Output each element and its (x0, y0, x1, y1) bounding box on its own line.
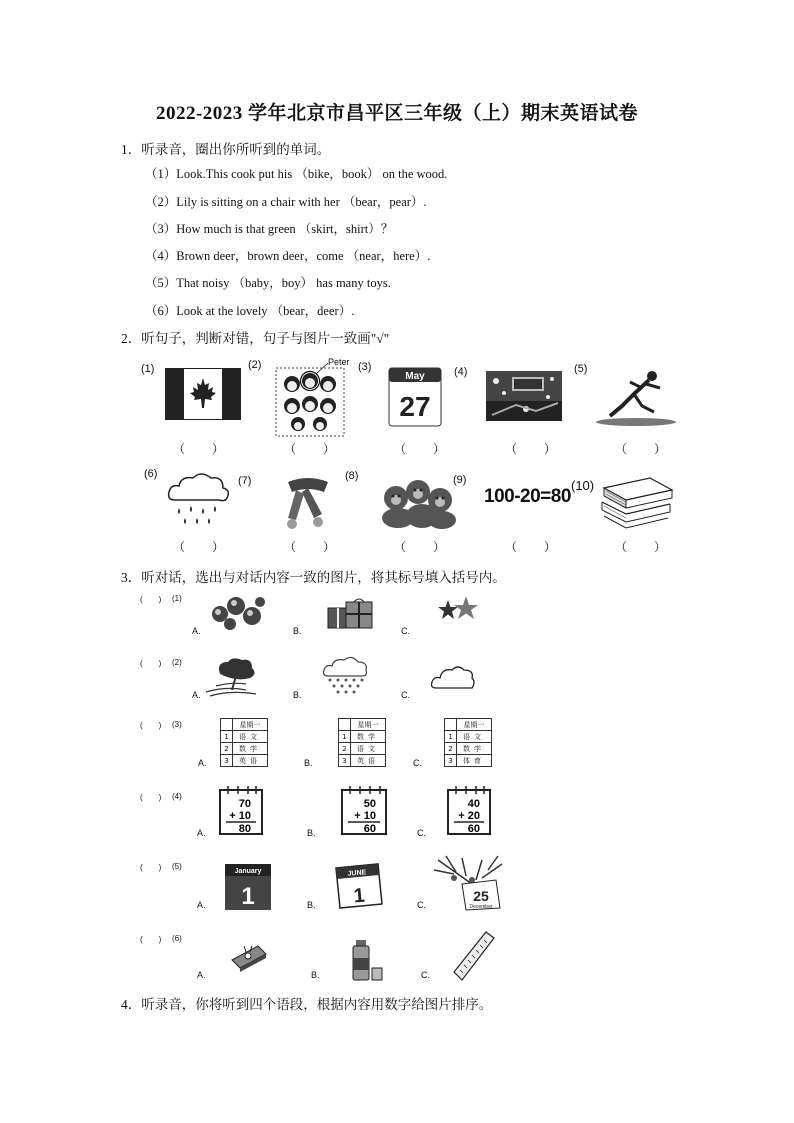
q3-4-option-c: C. (417, 828, 426, 838)
q3-1-option-b: B. (293, 626, 302, 636)
gift-boxes-image (324, 596, 376, 634)
svg-text:+ 10: + 10 (354, 810, 376, 822)
scarf-image (278, 474, 338, 532)
q3-1-option-c: C. (401, 626, 410, 636)
q3-answer-3[interactable]: ( ) (140, 721, 162, 730)
q4-heading: 4．听录音，你将听到四个语段，根据内容用数字给图片排序。 (121, 997, 493, 1012)
calendar-day-label: 27 (399, 391, 431, 422)
sum-card-c (446, 786, 494, 836)
svg-text:80: 80 (238, 823, 251, 835)
q3-6-option-a: A. (197, 970, 206, 980)
q3-2-option-c: C. (401, 690, 410, 700)
calendar-june-label: JUNE (347, 869, 367, 878)
q2-answer-1[interactable]: （ ） (173, 442, 226, 456)
eraser-image (228, 940, 270, 974)
q2-answer-3[interactable]: （ ） (394, 442, 447, 456)
christmas-calendar-image (432, 854, 506, 912)
q2-answer-4[interactable]: （ ） (505, 442, 558, 456)
q1-item-1: （1）Look.This cook put his （bike，book） on the wood. (145, 167, 448, 181)
q2-answer-10[interactable]: （ ） (615, 540, 668, 554)
timetable-c: 星期一 1 语文 2 数学 3 体育 (444, 718, 492, 767)
q1-item-5: （5）That noisy （baby，boy） has many toys. (145, 276, 391, 290)
sum-card-b (340, 786, 390, 836)
rain-cloud-image (320, 656, 370, 698)
page-title: 2022-2023 学年北京市昌平区三年级（上）期末英语试卷 (155, 103, 639, 124)
calendar-june-day: 1 (352, 884, 366, 908)
svg-text:50: 50 (363, 798, 376, 810)
q3-num-1: (1) (172, 594, 182, 603)
q2-answer-9[interactable]: （ ） (505, 540, 558, 554)
stars-image (436, 596, 480, 626)
calendar-january-day: 1 (241, 883, 255, 910)
q3-1-option-a: A. (192, 626, 201, 636)
calendar-25-day: 25 (473, 888, 489, 904)
timetable-a: 星期一 1 语文 2 数学 3 英语 (220, 718, 268, 767)
q2-answer-7[interactable]: （ ） (284, 540, 337, 554)
running-person-image (594, 366, 678, 430)
q3-answer-6[interactable]: ( ) (140, 935, 162, 944)
svg-text:70: 70 (238, 798, 251, 810)
calendar-january-label: January (234, 868, 262, 875)
q3-6-option-b: B. (311, 970, 320, 980)
q2-num-9: (9) (453, 474, 467, 486)
q2-num-2: (2) (248, 359, 262, 371)
q2-answer-5[interactable]: （ ） (615, 442, 668, 456)
q3-2-option-a: A. (192, 690, 201, 700)
q3-3-option-b: B. (304, 758, 313, 768)
svg-text:60: 60 (363, 823, 376, 835)
q2-num-1: (1) (141, 363, 155, 375)
svg-text:+ 10: + 10 (229, 810, 251, 822)
calendar-month-label: May (405, 371, 425, 382)
calendar-january-1-image (224, 862, 272, 912)
svg-text:60: 60 (467, 823, 480, 835)
teddy-bears-image (378, 472, 458, 530)
q3-num-2: (2) (172, 658, 182, 667)
q3-answer-5[interactable]: ( ) (140, 863, 162, 872)
math-equation-image: 100-20=80 (484, 486, 571, 507)
q1-item-6: （6）Look at the lovely （bear，deer）. (145, 304, 355, 318)
q3-num-5: (5) (172, 862, 182, 871)
q3-6-option-c: C. (421, 970, 430, 980)
glue-image (350, 936, 384, 984)
q3-answer-2[interactable]: ( ) (140, 659, 162, 668)
q3-3-option-c: C. (413, 758, 422, 768)
q2-num-5: (5) (574, 363, 588, 375)
q2-answer-8[interactable]: （ ） (394, 540, 447, 554)
q3-heading: 3．听对话，选出与对话内容一致的图片，将其标号填入括号内。 (121, 570, 506, 585)
ruler-image (452, 930, 496, 982)
q1-item-4: （4）Brown deer，brown deer，come （near，here）. (145, 249, 431, 263)
q3-5-option-c: C. (417, 900, 426, 910)
calendar-december-label: December (469, 904, 493, 910)
q3-5-option-a: A. (197, 900, 206, 910)
q3-num-6: (6) (172, 934, 182, 943)
q2-num-3: (3) (358, 361, 372, 373)
q3-2-option-b: B. (293, 690, 302, 700)
q2-num-7: (7) (238, 475, 252, 487)
children-group-image (270, 356, 350, 438)
q2-answer-2[interactable]: （ ） (284, 442, 337, 456)
svg-text:40: 40 (467, 798, 480, 810)
timetable-b: 星期一 1 数学 2 语文 3 英语 (338, 718, 386, 767)
q3-num-4: (4) (172, 792, 182, 801)
canada-flag-image (165, 368, 241, 420)
windy-tree-image (206, 656, 266, 698)
cloud-image (430, 664, 476, 692)
q1-item-2: （2）Lily is sitting on a chair with her （bear，pear）. (145, 195, 427, 209)
q3-answer-1[interactable]: ( ) (140, 595, 162, 604)
q3-5-option-b: B. (307, 900, 316, 910)
christmas-ornaments-image (208, 592, 268, 632)
national-day-image (486, 371, 562, 421)
calendar-june-1-image (332, 860, 384, 910)
q1-item-3: （3）How much is that green （skirt，shirt）？ (145, 222, 394, 236)
q2-heading: 2．听句子，判断对错，句子与图片一致画"√" (121, 331, 390, 346)
rain-cloud-image (165, 470, 233, 530)
q2-num-4: (4) (454, 366, 468, 378)
q3-4-option-a: A. (197, 828, 206, 838)
sum-card-a (218, 786, 266, 836)
q3-4-option-b: B. (307, 828, 316, 838)
q2-answer-6[interactable]: （ ） (173, 540, 226, 554)
q2-num-6: (6) (144, 468, 158, 480)
q3-3-option-a: A. (198, 758, 207, 768)
q3-num-3: (3) (172, 720, 182, 729)
q1-heading: 1．听录音，圈出你所听到的单词。 (121, 142, 331, 157)
q3-answer-4[interactable]: ( ) (140, 793, 162, 802)
svg-text:+ 20: + 20 (458, 810, 480, 822)
q2-num-10: (10) (571, 478, 595, 493)
q2-num-8: (8) (345, 470, 359, 482)
calendar-may-27-image (388, 366, 442, 428)
books-image (598, 476, 676, 532)
peter-label: Peter (328, 357, 350, 367)
